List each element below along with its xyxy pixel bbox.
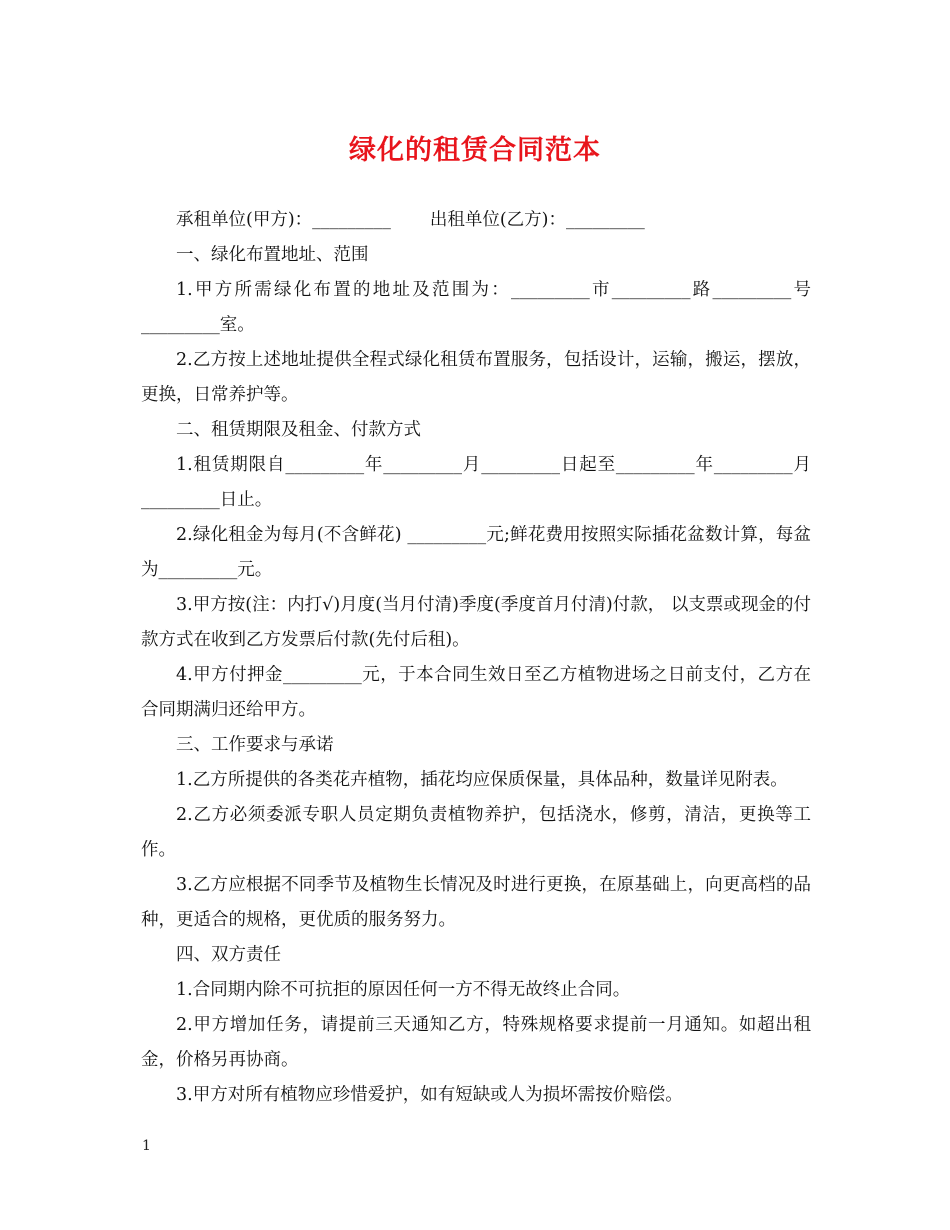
lessor-field: 出租单位(乙方)：_________ — [429, 210, 645, 230]
parties-gap — [391, 210, 430, 230]
paragraph: 3.甲方对所有植物应珍惜爱护，如有短缺或人为损坏需按价赔偿。 — [176, 1085, 683, 1105]
document-body — [141, 203, 811, 1113]
paragraph: 2.乙方按上述地址提供全程式绿化租赁布置服务，包括设计，运输，搬运，摆放，更换，日常养护等。 — [141, 350, 811, 405]
paragraph: 1.甲方所需绿化布置的地址及范围为：_________市_________路_________号_________室。 — [141, 280, 811, 335]
section-heading-1: 一、绿化布置地址、范围 — [176, 245, 369, 265]
document-title: 绿化的租赁合同范本 — [349, 135, 601, 166]
paragraph: 1.合同期内除不可抗拒的原因任何一方不得无故终止合同。 — [176, 980, 631, 1000]
section-heading-2: 二、租赁期限及租金、付款方式 — [176, 420, 421, 440]
paragraph: 1.乙方所提供的各类花卉植物，插花均应保质保量，具体品种，数量详见附表。 — [176, 770, 788, 790]
lessee-field: 承租单位(甲方)：_________ — [176, 210, 391, 230]
paragraph: 3.甲方按(注：内打√)月度(当月付清)季度(季度首月付清)付款， 以支票或现金的付款方式在收到乙方发票后付款(先付后租)。 — [141, 595, 811, 650]
paragraph: 2.乙方必须委派专职人员定期负责植物养护，包括浇水，修剪，清洁，更换等工作。 — [141, 805, 811, 860]
paragraph: 3.乙方应根据不同季节及植物生长情况及时进行更换，在原基础上，向更高档的品种，更适合的规格，更优质的服务努力。 — [141, 875, 811, 930]
section-heading-3: 三、工作要求与承诺 — [176, 735, 334, 755]
paragraph: 2.绿化租金为每月(不含鲜花) _________元;鲜花费用按照实际插花盆数计算，每盆为_________元。 — [141, 525, 811, 580]
paragraph: 1.租赁期限自_________年_________月_________日起至_________年_________月_________日止。 — [141, 455, 811, 510]
parties-line — [141, 203, 811, 238]
section-heading-4: 四、双方责任 — [176, 945, 281, 965]
page-number: 1 — [142, 1138, 151, 1154]
paragraph: 4.甲方付押金_________元，于本合同生效日至乙方植物进场之日前支付，乙方在合同期满归还给甲方。 — [141, 665, 811, 720]
paragraph: 2.甲方增加任务，请提前三天通知乙方，特殊规格要求提前一月通知。如超出租金，价格另再协商。 — [141, 1015, 811, 1070]
